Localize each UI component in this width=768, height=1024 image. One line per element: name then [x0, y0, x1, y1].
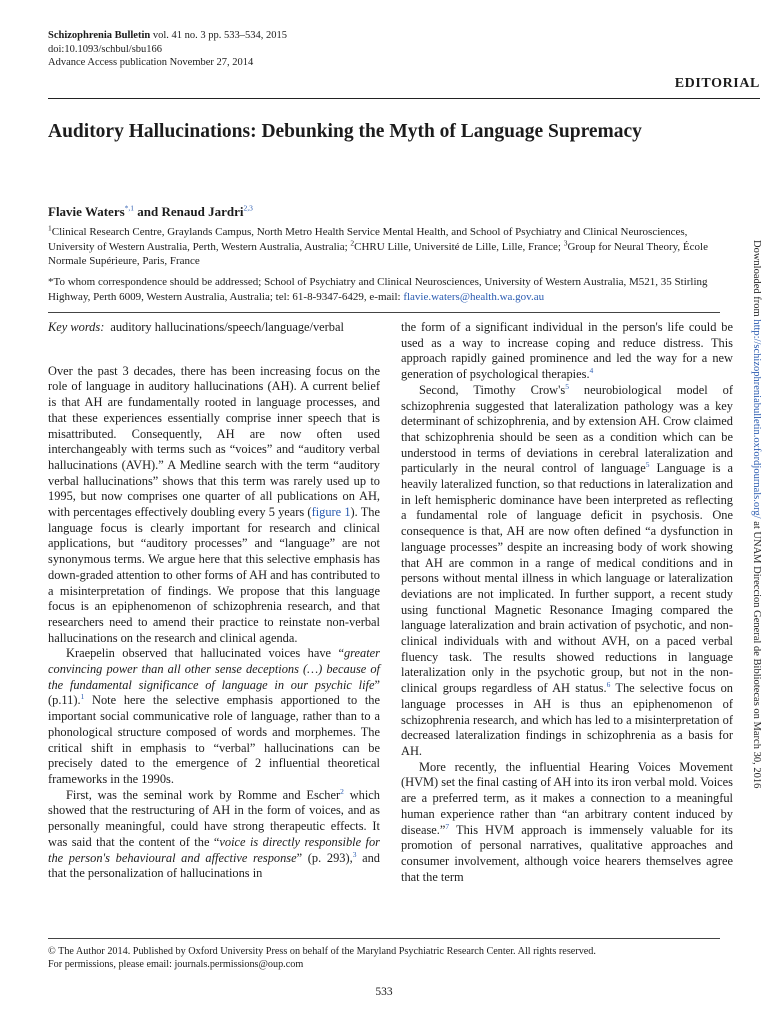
- paragraph-text: Note here the selective emphasis apportioned to the important social communicative role of language, rather than to a phonological structure composed of words and morphemes. The critical shift in emphasis to “verbal” hallucinations can be precisely dated to the emergence of 2 influential theoretical frameworks in the 1990s.: [48, 693, 380, 786]
- advance-access-text: Advance Access publication November 27, 2014: [48, 57, 254, 68]
- paragraph-text: First, was the seminal work by Romme and Escher: [66, 787, 341, 802]
- keywords-spacer: [48, 350, 380, 364]
- footer-divider: [48, 938, 720, 939]
- section-label: EDITORIAL: [674, 76, 760, 91]
- reference-link[interactable]: 7: [445, 821, 450, 831]
- body-paragraph: [401, 383, 733, 760]
- paragraph-text: Kraepelin observed that hallucinated voices have “: [66, 646, 344, 661]
- copyright-line: © The Author 2014. Published by Oxford University Press on behalf of the Maryland Psychiatric Research Center. All rights reserved.: [48, 946, 596, 957]
- body-paragraph: [401, 320, 733, 383]
- author-affiliation-link[interactable]: 2,3: [243, 203, 253, 213]
- affiliations: [48, 225, 718, 269]
- affiliation-marker: 3: [563, 237, 568, 247]
- journal-citation: [48, 29, 287, 43]
- paragraph-text: The selective focus on language processes in AH is thus an epiphenomenon of schizophrenia research, and which has led to a misinterpretation of decreased lateralization findings in schizophrenia as a basis for AH.: [401, 681, 733, 758]
- paragraph-text: ). The language focus is clearly important for research and clinical applications, but “auditory processes” and “language” are not synonymous terms. We argue here that this selective emphasis has down-graded attention to other forms of AH and has contributed to a misinterpretation of findings. We propose that this language focus is an epiphenomenon of schizophrenia research, and that researchers need to amend their practice to reinstate non-verbal hallucinations on the research and clinical agenda.: [48, 505, 380, 645]
- reference-link[interactable]: 4: [589, 365, 594, 375]
- body-paragraph: [401, 760, 733, 886]
- download-suffix: at UNAM Direccion General de Bibliotecas on March 30, 2016: [751, 518, 762, 789]
- body-column-left: [48, 320, 380, 882]
- affiliation-marker: 1: [48, 223, 52, 233]
- download-notice: [750, 240, 764, 789]
- download-prefix: Downloaded from: [751, 240, 762, 320]
- paragraph-text: Over the past 3 decades, there has been increasing focus on the role of language in auditory hallucinations (AH). A current belief is that AH are fundamentally rooted in language processes, and that these experiences essentially comprise inner speech that is misattributed. Consequently, AH are now often used interchangeably with terms such as “voices” and “auditory verbal hallucinations (AVH).” A Medline search with the term “auditory verbal hallucinations” shows that this term was rarely used up to 1995, but now comprises one quarter of all publications on AH, with percentages effectively doubling every 5 years (: [48, 363, 380, 520]
- paragraph-text: the form of a significant individual in the person's life could be used as a way to increase coping and reduce distress. This approach rapidly gained prominence and led the way for a new generation of psychological therapies.: [401, 320, 733, 382]
- paragraph-text: and that the personalization of hallucinations in: [48, 850, 380, 881]
- journal-meta: [48, 29, 287, 70]
- copyright-notice: [48, 945, 596, 971]
- keywords: [48, 320, 380, 336]
- correspondence-text: *To whom correspondence should be addressed; School of Psychiatry and Clinical Neurosciences, University of Western Australia, M521, 35 Stirling Highway, Perth 6009, Western Australia, Australia; tel: 61-8-9347-6429, e-mail:: [48, 276, 708, 303]
- reference-link[interactable]: 3: [352, 849, 357, 859]
- quote-text: voice is directly responsible for the person's behavioural and affective response: [48, 834, 380, 865]
- abstract-divider: [48, 312, 720, 313]
- page-number: 533: [375, 986, 393, 998]
- paragraph-text: which showed that the restructuring of AH in the form of voices, and as personally meaningful, could have strong therapeutic effects. It was said that the content of the “: [48, 787, 380, 849]
- paragraph-text: More recently, the influential Hearing Voices Movement (HVM) set the final casting of AH into its iron verbal mold. Voices are a preferred term, as it makes a connection to a meaningful human experience rather than “an arbitrary content induced by disease.”: [401, 759, 733, 837]
- doi-text: doi:10.1093/schbul/sbu166: [48, 43, 163, 55]
- affiliation-text: Group for Neural Theory, École Normale Supérieure, Paris, France: [48, 240, 708, 267]
- reference-link[interactable]: 5: [645, 460, 650, 470]
- figure-link[interactable]: figure 1: [311, 505, 351, 520]
- paragraph-text: Second, Timothy Crow's: [419, 382, 566, 397]
- correspondence-note: [48, 275, 723, 304]
- body-paragraph: [48, 646, 380, 787]
- body-paragraph: [48, 364, 380, 647]
- paragraph-text: ” (p. 293),: [296, 850, 353, 865]
- reference-link[interactable]: 2: [340, 786, 344, 796]
- author-line: [48, 204, 253, 220]
- email-link[interactable]: flavie.waters@health.wa.gov.au: [403, 290, 545, 303]
- journal-site-link[interactable]: http://schizophreniabulletin.oxfordjournals.org/: [751, 319, 762, 519]
- reference-link[interactable]: 5: [565, 381, 569, 391]
- body-paragraph: [48, 788, 380, 882]
- reference-link[interactable]: 6: [606, 680, 611, 690]
- author-conjunction: and: [134, 204, 162, 219]
- header-divider: [48, 98, 760, 99]
- affiliation-text: CHRU Lille, Université de Lille, Lille, France;: [354, 240, 564, 253]
- author-affiliation-link[interactable]: *,1: [124, 203, 135, 213]
- affiliation-text: Clinical Research Centre, Graylands Campus, North Metro Health Service Mental Health, and School of Psychiatry and Clinical Neurosciences, University of Western Australia, Perth, Western Australia, Australia;: [48, 226, 688, 253]
- paragraph-text: This HVM approach is immensely valuable for its promotion of personal narratives, qualitative approaches and consumer involvement, although voice hearers themselves agree that the term: [401, 822, 733, 884]
- paragraph-text: ” (p.11).: [48, 677, 380, 708]
- keywords-value: auditory hallucinations/speech/language/verbal: [110, 320, 344, 334]
- body-column-right: [401, 320, 733, 885]
- affiliation-marker: 2: [350, 237, 355, 247]
- download-notice-text: [751, 240, 762, 788]
- journal-volume: vol. 41 no. 3 pp. 533–534, 2015: [150, 30, 287, 41]
- paragraph-text: neurobiological model of schizophrenia suggested that lateralization pathology was a key determinant of schizophrenia, and by extension AH. Crow claimed that schizophrenia should be seen as a condition which can be understood in terms of deviations in cerebral lateralization and particularly in the neural control of language: [401, 382, 733, 476]
- article-title: Auditory Hallucinations: Debunking the Myth of Language Supremacy: [48, 121, 642, 142]
- journal-name: Schizophrenia Bulletin: [48, 30, 151, 41]
- paragraph-text: Language is a heavily lateralized function, so that reductions in lateralization and in left hemispheric dominance have been interpreted as reflecting a fundamental role of language deficit in psychosis. One consequence is that, AH are now often defined “a dysfunction in language processes” despite an increasing body of work showing that AH are common in a range of medical conditions and in persons without mental illness in which language or lateralization deviations are not implicated. In further support, a recent study using functional Magnetic Resonance Imaging compared the language lateralization and brain activation of psychotic, and non-clinical individuals with and without AVH, on a paced verbal fluency task. The results showed reductions in language lateralization only in the psychotic group, but not in the non-clinical groups regardless of AH status.: [401, 461, 733, 696]
- keywords-label: Key words:: [48, 320, 105, 334]
- quote-text: greater convincing power than all other sense deceptions (…) because of the fundamental significance of language in our psychic life: [48, 646, 380, 692]
- permissions-line: For permissions, please email: journals.permissions@oup.com: [48, 959, 304, 970]
- reference-link[interactable]: 1: [80, 692, 85, 702]
- author-name: Renaud Jardri: [161, 204, 244, 219]
- author-name: Flavie Waters: [48, 204, 125, 219]
